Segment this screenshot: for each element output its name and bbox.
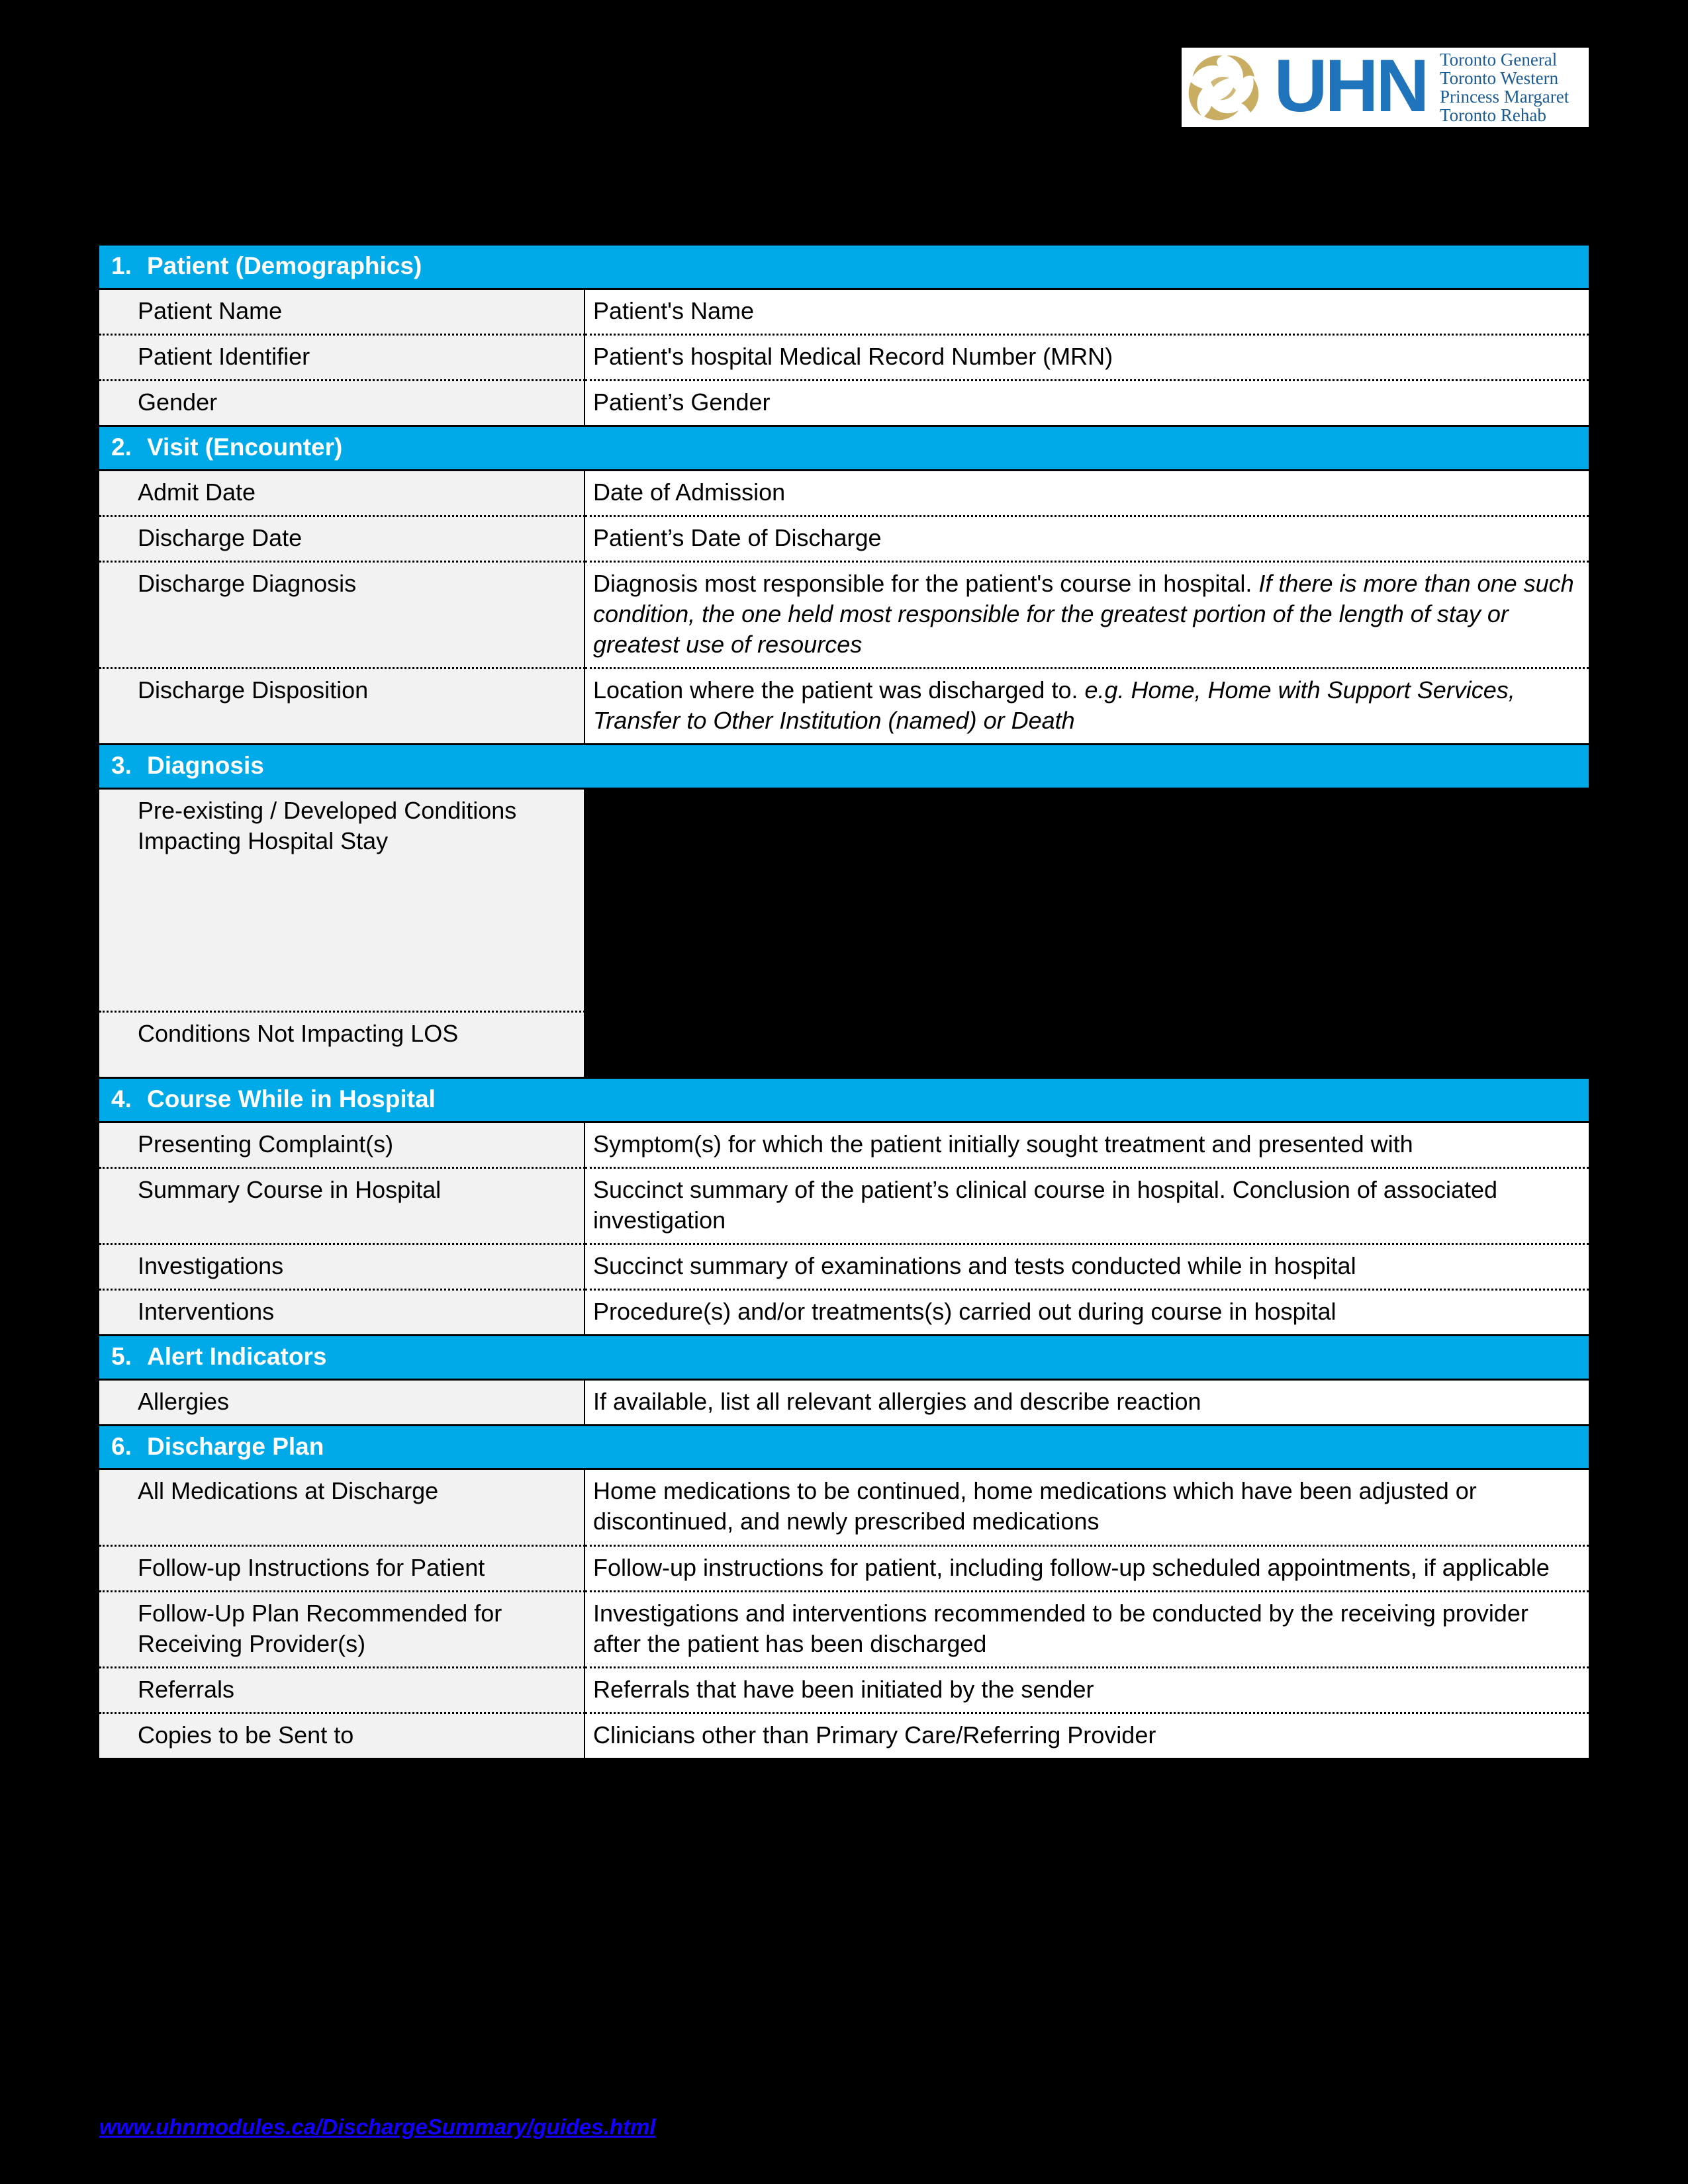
section-title: Discharge Plan	[147, 1432, 324, 1460]
field-label-cell: Copies to be Sent to	[99, 1713, 585, 1758]
field-description-text: Succinct summary of examinations and tests conducted while in hospital	[593, 1251, 1356, 1279]
field-description-emphasis: e.g. Home, Home with Support Services, Transfer to Other Institution (named) or Death	[593, 676, 1515, 735]
field-description-cell	[585, 561, 1589, 668]
field-label-cell: Follow-Up Plan Recommended for Receiving Provider(s)	[99, 1591, 585, 1667]
field-description-cell	[585, 1591, 1589, 1667]
field-description-text: Referrals that have been initiated by the sender	[593, 1675, 1094, 1703]
section-number: 5.	[111, 1342, 132, 1370]
section-title: Visit (Encounter)	[147, 433, 343, 461]
field-description-cell	[585, 470, 1589, 516]
table-row	[99, 1244, 1589, 1289]
uhn-wordmark: UHN	[1274, 44, 1427, 127]
field-label-cell: Investigations	[99, 1244, 585, 1289]
field-description-text: Patient’s Date of Discharge	[593, 523, 882, 551]
table-row	[99, 1713, 1589, 1758]
table-row	[99, 1469, 1589, 1545]
section-header-row	[99, 745, 1589, 789]
field-description-emphasis: If there is more than one such condition, the one held most responsible for the greatest portion of the length of stay or greatest use of resources	[593, 569, 1574, 658]
table-row	[99, 1122, 1589, 1167]
field-description-cell	[585, 1667, 1589, 1713]
section-number: 3.	[111, 752, 132, 780]
hospital-name-0: Toronto General	[1440, 49, 1558, 69]
field-description-cell	[585, 1545, 1589, 1591]
field-description-text: Clinicians other than Primary Care/Referring Provider	[593, 1721, 1156, 1749]
table-row	[99, 1167, 1589, 1244]
section-number: 6.	[111, 1432, 132, 1460]
table-row	[99, 289, 1589, 334]
table-row	[99, 1379, 1589, 1425]
table-row	[99, 380, 1589, 426]
uhn-logo	[1182, 44, 1589, 127]
section-title: Diagnosis	[147, 752, 264, 780]
table-row	[99, 561, 1589, 668]
hospital-name-1: Toronto Western	[1440, 68, 1559, 88]
field-description-text: Patient's Name	[593, 296, 754, 324]
section-header-cell	[99, 245, 1589, 289]
section-header-row	[99, 1335, 1589, 1379]
field-description-cell	[585, 1469, 1589, 1545]
section-title: Patient (Demographics)	[147, 252, 422, 279]
field-label-cell: Admit Date	[99, 470, 585, 516]
field-label-cell: Discharge Date	[99, 516, 585, 561]
table-row	[99, 334, 1589, 380]
section-header-row	[99, 245, 1589, 289]
field-description-text: Location where the patient was discharged to.	[593, 676, 1085, 704]
field-description-text: If available, list all relevant allergies and describe reaction	[593, 1387, 1201, 1415]
field-description-cell	[585, 289, 1589, 334]
table-row	[99, 1011, 1589, 1077]
field-label-cell: Patient Identifier	[99, 334, 585, 380]
hospital-name-2: Princess Margaret	[1440, 87, 1570, 107]
field-description-text: Procedure(s) and/or treatments(s) carried out during course in hospital	[593, 1297, 1336, 1325]
field-description-cell	[585, 334, 1589, 380]
field-description-text: Date of Admission	[593, 478, 786, 506]
field-label-cell: Pre-existing / Developed Conditions Impacting Hospital Stay	[99, 788, 585, 1011]
discharge-summary-table	[99, 244, 1589, 1760]
uhn-swirl-icon	[1182, 48, 1268, 127]
field-description-text: Follow-up instructions for patient, including follow-up scheduled appointments, if applicable	[593, 1553, 1550, 1581]
field-description-cell	[585, 1289, 1589, 1335]
section-header-cell	[99, 1335, 1589, 1379]
field-label-cell: Follow-up Instructions for Patient	[99, 1545, 585, 1591]
field-description-text: Succinct summary of the patient’s clinical course in hospital. Conclusion of associated investigation	[593, 1175, 1498, 1234]
section-header-row	[99, 426, 1589, 470]
hospital-name-3: Toronto Rehab	[1440, 105, 1546, 126]
field-description-text: Patient's hospital Medical Record Number (MRN)	[593, 342, 1113, 370]
footer-url-link[interactable]: www.uhnmodules.ca/DischargeSummary/guides.html	[99, 2115, 656, 2139]
uhn-hospital-list	[1433, 48, 1589, 127]
field-description-text: Patient’s Gender	[593, 388, 771, 416]
field-label-cell: Discharge Diagnosis	[99, 561, 585, 668]
field-label-cell: Referrals	[99, 1667, 585, 1713]
field-description-cell	[585, 380, 1589, 426]
section-header-cell	[99, 1425, 1589, 1469]
field-label-cell: Gender	[99, 380, 585, 426]
section-header-row	[99, 1425, 1589, 1469]
field-description-text: Investigations and interventions recommended to be conducted by the receiving provider after the patient has been discharged	[593, 1599, 1528, 1657]
field-label-cell: Summary Course in Hospital	[99, 1167, 585, 1244]
field-blank-cell[interactable]	[585, 1011, 1589, 1077]
field-description-cell	[585, 516, 1589, 561]
field-description-cell	[585, 1244, 1589, 1289]
field-description-cell	[585, 1122, 1589, 1167]
field-description-text: Home medications to be continued, home medications which have been adjusted or discontinued, and newly prescribed medications	[593, 1477, 1477, 1535]
field-description-cell	[585, 668, 1589, 745]
section-number: 2.	[111, 433, 132, 461]
field-blank-cell[interactable]	[585, 788, 1589, 1011]
table-row	[99, 668, 1589, 745]
field-label-cell: All Medications at Discharge	[99, 1469, 585, 1545]
section-header-row	[99, 1077, 1589, 1122]
field-label-cell: Conditions Not Impacting LOS	[99, 1011, 585, 1077]
field-label-cell: Presenting Complaint(s)	[99, 1122, 585, 1167]
table-row	[99, 1591, 1589, 1667]
section-number: 1.	[111, 252, 132, 279]
table-row	[99, 470, 1589, 516]
table-row	[99, 1289, 1589, 1335]
field-description-cell	[585, 1713, 1589, 1758]
table-row	[99, 1667, 1589, 1713]
field-label-cell: Patient Name	[99, 289, 585, 334]
field-label-cell: Discharge Disposition	[99, 668, 585, 745]
section-header-cell	[99, 745, 1589, 789]
section-title: Course While in Hospital	[147, 1085, 436, 1113]
field-description-cell	[585, 1379, 1589, 1425]
table-row	[99, 1545, 1589, 1591]
table-row	[99, 516, 1589, 561]
section-number: 4.	[111, 1085, 132, 1113]
field-description-text: Symptom(s) for which the patient initially sought treatment and presented with	[593, 1130, 1413, 1158]
table-row	[99, 788, 1589, 1011]
field-label-cell: Interventions	[99, 1289, 585, 1335]
field-label-cell: Allergies	[99, 1379, 585, 1425]
section-header-cell	[99, 426, 1589, 470]
section-title: Alert Indicators	[147, 1342, 327, 1370]
field-description-text: Diagnosis most responsible for the patient's course in hospital.	[593, 569, 1259, 597]
section-header-cell	[99, 1077, 1589, 1122]
field-description-cell	[585, 1167, 1589, 1244]
